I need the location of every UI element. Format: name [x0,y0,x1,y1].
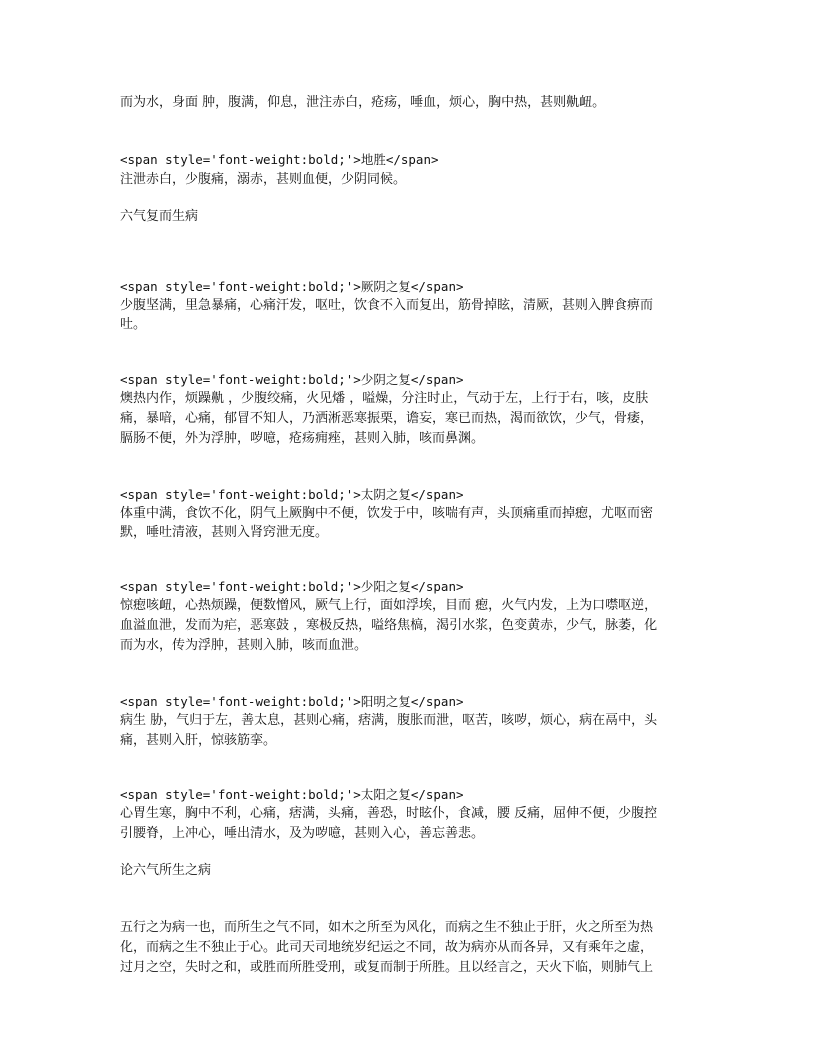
shaoyin-line-2: 痛，暴喑，心痛，郁冒不知人，乃洒淅恶寒振栗，谵妄，寒已而热，渴而欲饮，少气，骨痿， [120,411,654,426]
shaoyang-tag: <span style='font-weight:bold;'>少阳之复</span> [120,579,464,594]
shaoyin-line-3: 膈肠不便，外为浮肿，哕噫，疮疡痈痤，甚则入肺，咳而鼻渊。 [120,431,485,446]
taiyang-line-2: 引腰脊，上冲心，唾出清水，及为哕噫，甚则入心，善忘善悲。 [120,826,485,841]
closing-line-1: 五行之为病一也，而所生之气不同，如木之所至为风化，而病之生不独止于肝，火之所至为热 [120,920,654,935]
shaoyin-line-1: 燠热内作，烦躁鼽 ，少腹绞痛，火见燔 ，嗌燥，分注时止，气动于左，上行于右，咳，皮肤 [120,391,649,406]
yangming-line-2: 痛，甚则入肝，惊骇筋挛。 [120,733,277,748]
shaoyang-line-3: 而为水，传为浮肿，甚则入肺，咳而血泄。 [120,638,368,653]
closing-line-3: 过月之空，失时之和，或胜而所胜受刑，或复而制于所胜。且以经言之，天火下临，则肺气上 [120,960,654,975]
shaoyang-line-1: 惊瘛咳衄，心热烦躁，便数憎风，厥气上行，面如浮埃，目而 瘛，火气内发，上为口噤呕逆， [120,598,658,613]
yangming-tag: <span style='font-weight:bold;'>阳明之复</span> [120,694,464,709]
intro-line: 而为水，身面 肿，腹满，仰息，泄注赤白，疮疡，唾血，烦心，胸中热，甚则鼽衄。 [120,95,606,110]
taiyin-line-1: 体重中满，食饮不化，阴气上厥胸中不便，饮发于中，咳喘有声，头顶痛重而掉瘛，尤呕而密 [120,506,654,521]
section-heading-liuqi-bing: 论六气所生之病 [120,863,212,878]
shaoyin-tag: <span style='font-weight:bold;'>少阴之复</span> [120,372,464,387]
taiyang-line-1: 心胃生寒，胸中不利，心痛，痞满，头痛，善恐，时眩仆，食减，腰 反痛，屈伸不便，少腹控 [120,806,658,821]
jueyin-tag: <span style='font-weight:bold;'>厥阴之复</span> [120,279,464,294]
taiyin-line-2: 默，唾吐清液，甚则入肾窍泄无度。 [120,525,329,540]
taiyin-tag: <span style='font-weight:bold;'>太阴之复</span> [120,487,464,502]
yangming-line-1: 病生 胁，气归于左，善太息，甚则心痛，痞满，腹胀而泄，呕苦，咳哕，烦心，病在鬲中，头 [120,713,658,728]
jueyin-line-1: 少腹坚满，里急暴痛，心痛汗发，呕吐，饮食不入而复出，筋骨掉眩，清厥，甚则入脾食痹而 [120,298,654,313]
taiyang-tag: <span style='font-weight:bold;'>太阳之复</span> [120,787,464,802]
section-heading-liuqi-fu: 六气复而生病 [120,209,199,224]
closing-line-2: 化，而病之生不独止于心。此司天司地统岁纪运之不同，故为病亦从而各异，又有乘年之虚， [120,940,654,955]
jueyin-line-2: 吐。 [120,317,147,332]
di-sheng-body: 注泄赤白，少腹痛，溺赤，甚则血便，少阴同候。 [120,172,407,187]
di-sheng-tag: <span style='font-weight:bold;'>地胜</span> [120,152,439,167]
shaoyang-line-2: 血溢血泄，发而为疟，恶寒鼓 ，寒极反热，嗌络焦槁，渴引水浆，色变黄赤，少气，脉萎，化 [120,618,658,633]
